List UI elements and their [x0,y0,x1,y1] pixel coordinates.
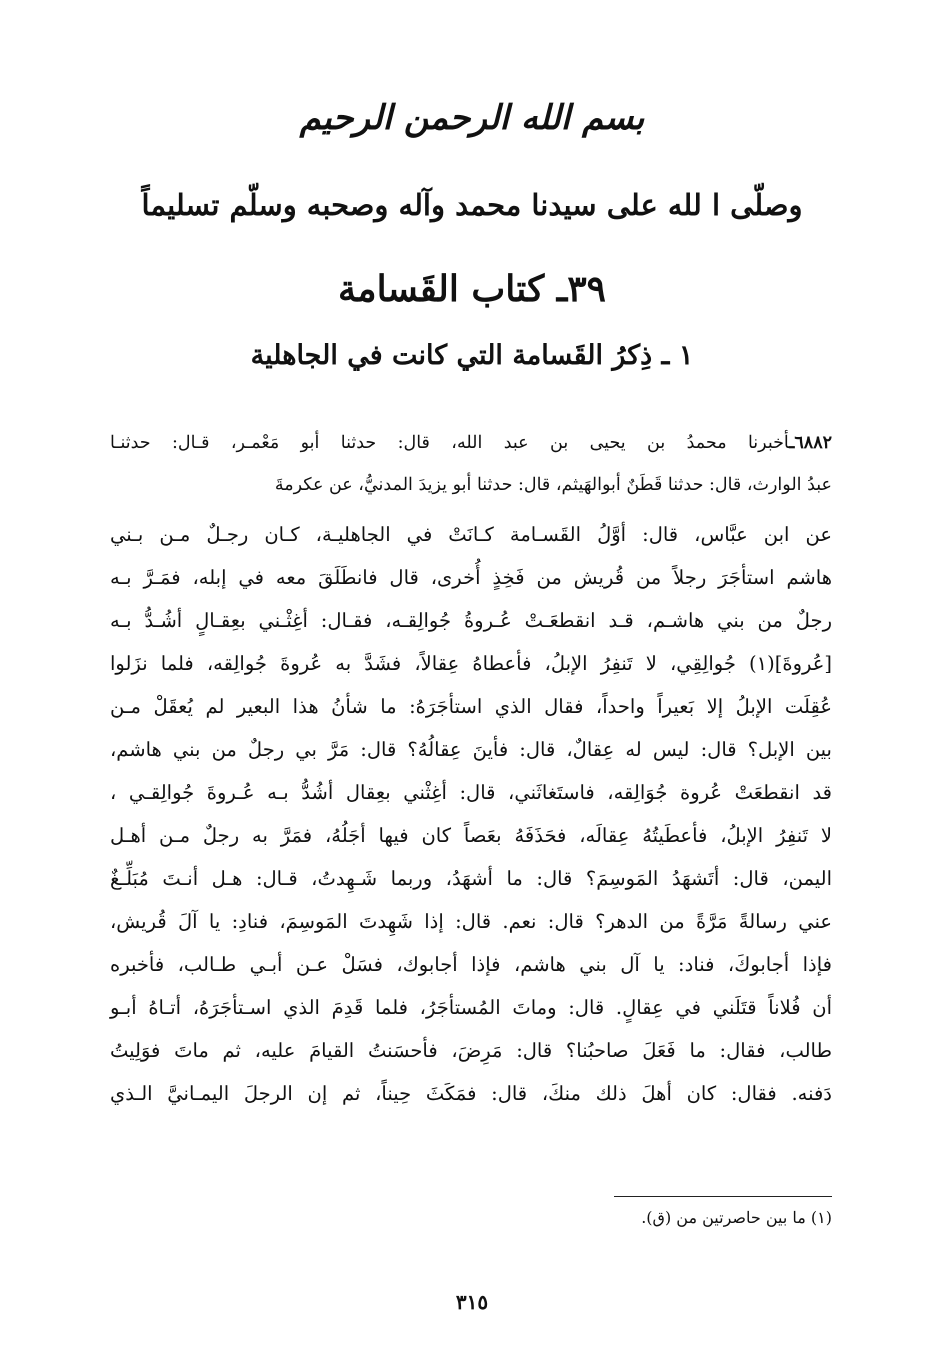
text-line-1-content: أخبرنا محمدُ بن يحيى بن عبد الله، قال: حدثنا أبو مَعْمـر، قـال: حدثنـا [110,433,790,453]
book-title: ٣٩ـ كتاب القَسامة [338,268,606,310]
salawat-line: وصلّى ا لله على سيدنا محمد وآله وصحبه وسلّم تسليماً [141,188,803,222]
text-line-4: هاشم استأجَرَ رجلاً من قُريش من فَخِذٍ أُخرى، قال فانطَلَقَ معه في إبله، فمَـرَّ بـه [110,566,832,589]
text-line-12: عني رسالةً مَرَّةً من الدهر؟ قال: نعم. قال: إذا شَهِدتَ المَوسِمَ، فنادِ: يا آلَ قُريش، [110,910,832,933]
text-line-6: [عُروةَ](١) جُوالِقِي، لا تَنفِرُ الإبلُ، فأعطاهُ عِقالاً، فشَدَّ به عُروةَ جُوالِقه، فلما نزَلوا [110,652,832,675]
hadith-number: ٦٨٨٢ـ [789,433,832,453]
chapter-title: ١ ـ ذِكرُ القَسامة التي كانت في الجاهلية [250,340,694,371]
footnote: (١) ما بين حاصرتين من (ق). [641,1208,832,1227]
text-line-2: عبدُ الوارث، قال: حدثنا قَطَنٌ أبوالهَيثم، قال: حدثنا أبو يزيدَ المدنيُّ، عن عكرمةَ [274,475,832,495]
text-line-1 [110,428,832,458]
footnote-divider [614,1196,832,1197]
basmala-heading: بسم الله الرحمن الرحيم [299,98,645,138]
text-line-9: قد انقطعَتْ عُروة جُوَالِقه، فاستَغاثَني، قال: أغِثْني بعِقال أشُدُّ بـه عُـروةَ جُوالِقـي ، [110,781,832,804]
text-line-14: أن فُلاناً قتَلَني في عِقالٍ. قال: وماتَ المُستأجَرُ، فلما قَدِمَ الذي اسـتأجَرَهُ، أتـاهُ أبـو [110,996,832,1019]
text-line-7: عُقِلَت الإبلُ إلا بَعيراً واحداً، فقال الذي استأجَرَهُ: ما شأنُ هذا البعير لم يُعقَلْ مـن [110,695,832,718]
text-line-16: دَفنه. فقال: كان أهلَ ذلك منكَ، قال: فمَكَثَ حِيناً، ثم إن الرجلَ اليمـانيَّ الـذي [110,1082,832,1105]
text-line-11: اليمن، قال: أتَشهَدُ المَوسِمَ؟ قال: ما أشهَدُ، وربما شَـهِدتُ، قـال: هـل أنـتَ مُبَلِّـغٌ [110,867,832,890]
text-line-3: عن ابن عبَّاس، قال: أوَّلُ القَسـامة كـانَتْ في الجاهليـة، كـان رجـلٌ مـن بـني [110,523,832,546]
text-line-15: طالب، فقال: ما فَعَلَ صاحبُنا؟ قال: مَرِضَ، فأحسَنتُ القيامَ عليه، ثم ماتَ فوَلِيتُ [110,1039,832,1062]
text-line-8: بين الإبل؟ قال: ليس له عِقالٌ، قال: فأينَ عِقالُهُ؟ قال: مَرَّ بي رجلٌ من بني هاشم، [110,738,832,761]
text-line-13: فإذا أجابوكَ، فناد: يا آل بني هاشم، فإذا أجابوك، فسَلْ عـن أبـي طـالب، فأخبره [110,953,832,976]
text-line-10: لا تَنفِرُ الإبلُ، فأعطَيتُهُ عِقالَه، فحَذَفَهُ بعَصاً كان فيها أجَلُهُ، فمَرَّ به رجلٌ مـن أهـل [110,824,832,847]
page-number: ٣١٥ [455,1290,489,1314]
text-line-5: رجلٌ من بني هاشـم، قـد انقطعَـتْ عُـروةُ جُوالِقـه، فقـال: أغِثْـني بعِقـالٍ أشُـدُّ بـه [110,609,832,632]
